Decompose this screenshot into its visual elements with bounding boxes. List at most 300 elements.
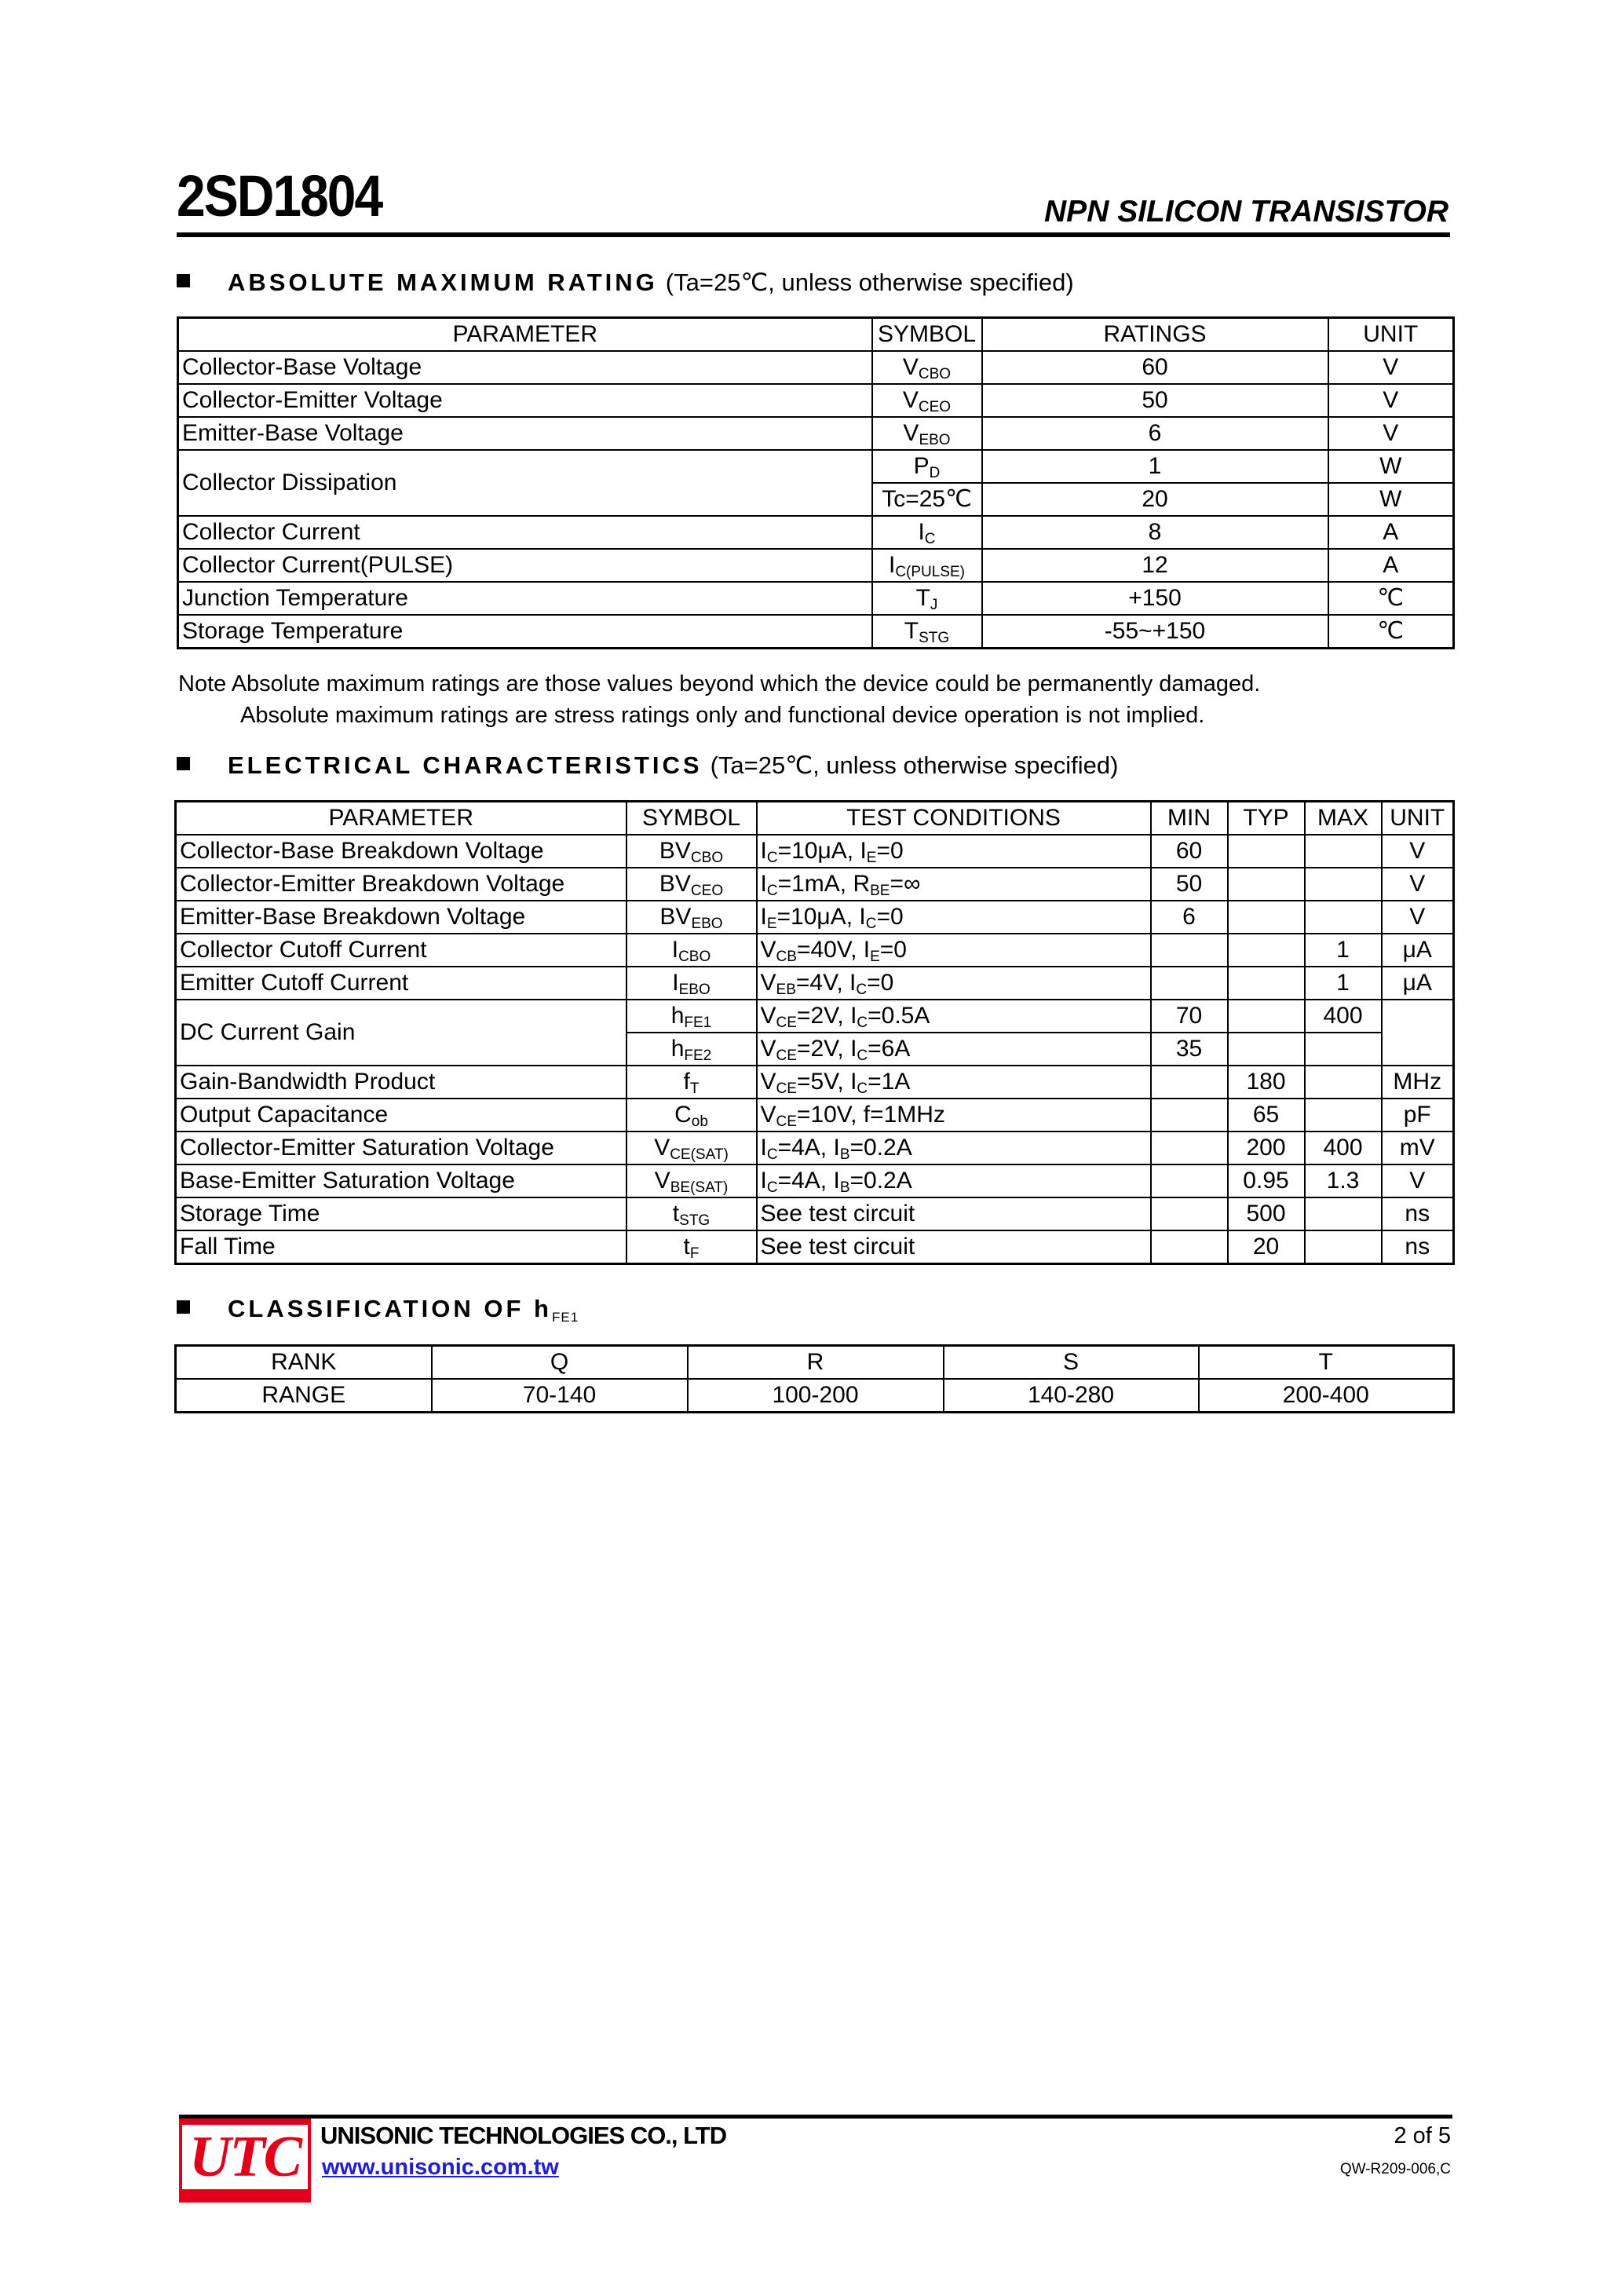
abs-max-table xyxy=(177,316,1455,649)
condition-subscript: C xyxy=(857,1047,868,1064)
test-conditions-cell xyxy=(757,1033,1151,1066)
symbol-cell xyxy=(872,582,982,615)
condition-value: =2V, xyxy=(796,1036,851,1062)
condition-symbol: I xyxy=(833,1168,840,1194)
condition-subscript: E xyxy=(866,850,877,866)
table-row xyxy=(176,934,1454,967)
table-header-row xyxy=(176,802,1454,835)
condition-symbol: I xyxy=(849,970,857,996)
max-cell: 400 xyxy=(1305,1000,1382,1033)
rating-cell: 1 xyxy=(982,450,1328,483)
test-conditions-cell xyxy=(757,1230,1151,1264)
condition-value: =40V, xyxy=(796,937,864,963)
square-bullet-icon xyxy=(177,757,190,770)
condition-value: =1mA, xyxy=(777,871,853,897)
condition-subscript: CE xyxy=(776,1015,797,1031)
symbol-main: V xyxy=(903,420,919,446)
condition-value: =1A xyxy=(868,1069,911,1095)
symbol-cell xyxy=(627,1099,757,1132)
condition-subscript: EB xyxy=(776,982,796,998)
max-cell: 1.3 xyxy=(1305,1164,1382,1197)
parameter-cell: Collector-Emitter Saturation Voltage xyxy=(176,1132,627,1164)
condition-value: =10μA, xyxy=(776,904,860,930)
symbol-cell xyxy=(627,1164,757,1197)
parameter-cell: Junction Temperature xyxy=(178,582,872,615)
parameter-cell: Storage Temperature xyxy=(178,615,872,649)
unit-cell: V xyxy=(1328,351,1454,384)
logo-text: UTC xyxy=(182,2125,308,2189)
condition-subscript: CB xyxy=(776,949,797,965)
column-header: SYMBOL xyxy=(627,802,757,835)
condition-symbol: I xyxy=(760,904,767,930)
condition-value: =0.2A xyxy=(849,1168,912,1194)
parameter-cell: Collector Current(PULSE) xyxy=(178,549,872,582)
unit-cell: W xyxy=(1328,483,1454,516)
symbol-subscript: FE1 xyxy=(684,1015,712,1031)
max-cell: 400 xyxy=(1305,1132,1382,1164)
table-row xyxy=(178,351,1454,384)
symbol-cell xyxy=(872,516,982,549)
rank-label: RANK xyxy=(176,1346,432,1380)
condition-symbol: V xyxy=(760,1036,776,1062)
table-row xyxy=(176,967,1454,1000)
symbol-subscript: F xyxy=(689,1245,700,1262)
section-title: ABSOLUTE MAXIMUM RATING xyxy=(228,269,658,296)
condition-subscript: C xyxy=(766,1146,778,1163)
table-row xyxy=(178,549,1454,582)
symbol-cell xyxy=(627,901,757,934)
section-condition: (Ta=25℃, unless otherwise specified) xyxy=(710,751,1119,779)
max-cell xyxy=(1305,1066,1382,1099)
section-heading-electrical xyxy=(177,751,1118,780)
typ-cell: 20 xyxy=(1228,1230,1305,1264)
test-conditions-cell xyxy=(757,967,1151,1000)
table-row xyxy=(176,1000,1454,1033)
min-cell: 70 xyxy=(1151,1000,1228,1033)
table-row xyxy=(178,417,1454,450)
rank-cell: S xyxy=(944,1346,1199,1380)
max-cell xyxy=(1305,1033,1382,1066)
symbol-subscript: FE2 xyxy=(684,1047,712,1064)
condition-symbol: R xyxy=(853,871,871,897)
device-type: NPN SILICON TRANSISTOR xyxy=(1044,195,1448,229)
table-row xyxy=(178,615,1454,649)
range-label: RANGE xyxy=(176,1379,432,1413)
min-cell xyxy=(1151,1164,1228,1197)
table-row xyxy=(176,868,1454,901)
min-cell xyxy=(1151,1099,1228,1132)
condition-value: =0 xyxy=(876,838,904,864)
symbol-main: I xyxy=(671,937,679,963)
condition-symbol: See test circuit xyxy=(760,1201,915,1227)
symbol-subscript: EBO xyxy=(919,432,951,448)
symbol-main: T xyxy=(915,585,930,611)
table-row xyxy=(176,901,1454,934)
condition-value: =6A xyxy=(868,1036,911,1062)
symbol-cell xyxy=(627,1033,757,1066)
symbol-cell xyxy=(627,967,757,1000)
table-header-row xyxy=(178,318,1454,352)
symbol-cell xyxy=(872,549,982,582)
typ-cell xyxy=(1228,1000,1305,1033)
table-row xyxy=(176,1099,1454,1132)
section-condition: (Ta=25℃, unless otherwise specified) xyxy=(665,269,1074,296)
rating-cell: -55~+150 xyxy=(982,615,1328,649)
condition-symbol: I xyxy=(850,1069,857,1095)
min-cell xyxy=(1151,1132,1228,1164)
classification-table xyxy=(174,1344,1455,1413)
condition-symbol: I xyxy=(833,1135,840,1161)
unit-cell: MHz xyxy=(1382,1066,1454,1099)
symbol-main: h xyxy=(670,1036,685,1062)
min-cell xyxy=(1151,1230,1228,1264)
unit-cell: W xyxy=(1328,450,1454,483)
symbol-cell xyxy=(872,417,982,450)
condition-symbol: I xyxy=(760,871,767,897)
column-header: UNIT xyxy=(1382,802,1454,835)
condition-value: =2V, xyxy=(796,1003,851,1029)
parameter-cell: Collector Current xyxy=(178,516,872,549)
parameter-cell: Emitter Cutoff Current xyxy=(176,967,627,1000)
condition-value: =4A, xyxy=(777,1168,834,1194)
condition-symbol: I xyxy=(760,1135,767,1161)
symbol-main: t xyxy=(672,1201,680,1227)
test-conditions-cell xyxy=(757,1132,1151,1164)
condition-symbol: V xyxy=(760,1003,776,1029)
parameter-cell: Output Capacitance xyxy=(176,1099,627,1132)
test-conditions-cell xyxy=(757,1066,1151,1099)
condition-value: =0.5A xyxy=(868,1003,930,1029)
typ-cell: 65 xyxy=(1228,1099,1305,1132)
condition-symbol: I xyxy=(850,1036,857,1062)
table-row xyxy=(178,450,1454,483)
symbol-main: I xyxy=(918,519,925,545)
typ-cell xyxy=(1228,835,1305,868)
condition-symbol: I xyxy=(863,937,871,963)
max-cell: 1 xyxy=(1305,934,1382,967)
typ-cell xyxy=(1228,901,1305,934)
symbol-main: V xyxy=(902,354,919,380)
symbol-cell xyxy=(627,1197,757,1230)
parameter-cell: Collector Dissipation xyxy=(178,450,872,516)
page-header xyxy=(177,163,1450,237)
symbol-cell xyxy=(872,615,982,649)
condition-symbol: I xyxy=(850,1003,857,1029)
section-title: CLASSIFICATION OF h xyxy=(228,1295,552,1322)
symbol-main: I xyxy=(888,552,896,578)
condition-subscript: C xyxy=(857,1015,868,1031)
parameter-cell: Collector-Emitter Voltage xyxy=(178,384,872,417)
table-row xyxy=(176,835,1454,868)
rating-cell: 6 xyxy=(982,417,1328,450)
note-line-2: Absolute maximum ratings are stress ratings only and functional device operation is not implied. xyxy=(240,703,1205,728)
condition-subscript: E xyxy=(766,916,777,932)
table-row xyxy=(176,1132,1454,1164)
symbol-main: Tc=25℃ xyxy=(882,486,972,512)
max-cell xyxy=(1305,868,1382,901)
symbol-subscript: CE(SAT) xyxy=(670,1146,729,1163)
test-conditions-cell xyxy=(757,901,1151,934)
column-header: UNIT xyxy=(1328,318,1454,352)
unit-cell: pF xyxy=(1382,1099,1454,1132)
condition-subscript: B xyxy=(839,1146,850,1163)
min-cell: 6 xyxy=(1151,901,1228,934)
document-number: QW-R209-006,C xyxy=(1339,2161,1451,2177)
unit-cell: V xyxy=(1328,417,1454,450)
condition-subscript: B xyxy=(839,1179,850,1196)
typ-cell xyxy=(1228,967,1305,1000)
condition-symbol: I xyxy=(760,1168,767,1194)
test-conditions-cell xyxy=(757,868,1151,901)
rating-cell: +150 xyxy=(982,582,1328,615)
rating-cell: 60 xyxy=(982,351,1328,384)
symbol-cell xyxy=(872,384,982,417)
condition-symbol: V xyxy=(760,1102,776,1128)
parameter-cell: Emitter-Base Voltage xyxy=(178,417,872,450)
symbol-main: C xyxy=(674,1102,692,1128)
condition-symbol: V xyxy=(760,937,776,963)
symbol-subscript: CEO xyxy=(918,399,952,415)
symbol-cell xyxy=(872,483,982,516)
typ-cell: 0.95 xyxy=(1228,1164,1305,1197)
symbol-subscript: CBO xyxy=(678,949,711,965)
range-cell: 140-280 xyxy=(944,1379,1199,1413)
condition-subscript: CE xyxy=(776,1113,797,1130)
condition-subscript: CE xyxy=(776,1047,797,1064)
test-conditions-cell xyxy=(757,1164,1151,1197)
square-bullet-icon xyxy=(177,1300,190,1314)
symbol-subscript: C xyxy=(924,531,936,547)
test-conditions-cell xyxy=(757,934,1151,967)
parameter-cell: Storage Time xyxy=(176,1197,627,1230)
condition-value: =0.2A xyxy=(849,1135,912,1161)
range-cell: 70-140 xyxy=(432,1379,688,1413)
symbol-subscript: EBO xyxy=(678,982,711,998)
parameter-cell: Fall Time xyxy=(176,1230,627,1264)
unit-cell: ns xyxy=(1382,1197,1454,1230)
unit-cell: μA xyxy=(1382,967,1454,1000)
typ-cell: 200 xyxy=(1228,1132,1305,1164)
condition-symbol: See test circuit xyxy=(760,1234,915,1260)
unit-cell xyxy=(1382,1000,1454,1066)
condition-subscript: C xyxy=(865,916,877,932)
table-row xyxy=(178,516,1454,549)
note-line-1: Note Absolute maximum ratings are those values beyond which the device could be permanently damaged. xyxy=(178,671,1261,696)
typ-cell: 500 xyxy=(1228,1197,1305,1230)
condition-value: =4A, xyxy=(777,1135,834,1161)
condition-subscript: CE xyxy=(776,1080,797,1097)
symbol-cell xyxy=(627,1000,757,1033)
column-header: TEST CONDITIONS xyxy=(757,802,1151,835)
unit-cell: μA xyxy=(1382,934,1454,967)
column-header: PARAMETER xyxy=(176,802,627,835)
min-cell: 50 xyxy=(1151,868,1228,901)
max-cell xyxy=(1305,1230,1382,1264)
max-cell: 1 xyxy=(1305,967,1382,1000)
range-cell: 100-200 xyxy=(688,1379,944,1413)
condition-value: =0 xyxy=(867,970,894,996)
electrical-characteristics-table xyxy=(174,800,1455,1265)
max-cell xyxy=(1305,835,1382,868)
unit-cell: V xyxy=(1328,384,1454,417)
typ-cell xyxy=(1228,934,1305,967)
test-conditions-cell xyxy=(757,835,1151,868)
part-number: 2SD1804 xyxy=(177,163,382,229)
max-cell xyxy=(1305,1099,1382,1132)
parameter-cell: DC Current Gain xyxy=(176,1000,627,1066)
table-row xyxy=(178,582,1454,615)
symbol-main: f xyxy=(683,1069,690,1095)
min-cell xyxy=(1151,934,1228,967)
symbol-main: P xyxy=(913,453,930,479)
unit-cell: ns xyxy=(1382,1230,1454,1264)
parameter-cell: Emitter-Base Breakdown Voltage xyxy=(176,901,627,934)
unit-cell: mV xyxy=(1382,1132,1454,1164)
symbol-subscript: EBO xyxy=(691,916,723,932)
unit-cell: A xyxy=(1328,516,1454,549)
rank-row xyxy=(176,1346,1454,1380)
test-conditions-cell xyxy=(757,1000,1151,1033)
symbol-subscript: D xyxy=(929,465,941,481)
symbol-main: V xyxy=(654,1168,670,1194)
symbol-cell xyxy=(627,1132,757,1164)
condition-symbol: V xyxy=(760,1069,776,1095)
condition-value: =5V, xyxy=(796,1069,851,1095)
condition-value: =0 xyxy=(879,937,907,963)
condition-value: =0 xyxy=(876,904,904,930)
table-row xyxy=(176,1066,1454,1099)
unit-cell: ℃ xyxy=(1328,582,1454,615)
symbol-cell xyxy=(627,835,757,868)
symbol-subscript: ob xyxy=(691,1113,708,1130)
symbol-cell xyxy=(872,351,982,384)
test-conditions-cell xyxy=(757,1197,1151,1230)
parameter-cell: Gain-Bandwidth Product xyxy=(176,1066,627,1099)
symbol-main: T xyxy=(904,618,919,644)
column-header: MAX xyxy=(1305,802,1382,835)
table-row xyxy=(176,1230,1454,1264)
min-cell: 35 xyxy=(1151,1033,1228,1066)
square-bullet-icon xyxy=(177,274,190,287)
unit-cell: V xyxy=(1382,1164,1454,1197)
symbol-main: BV xyxy=(659,838,691,864)
column-header: MIN xyxy=(1151,802,1228,835)
unit-cell: V xyxy=(1382,868,1454,901)
unit-cell: V xyxy=(1382,901,1454,934)
condition-symbol: V xyxy=(760,970,776,996)
symbol-subscript: J xyxy=(930,597,938,613)
test-conditions-cell xyxy=(757,1099,1151,1132)
min-cell xyxy=(1151,967,1228,1000)
symbol-subscript: CBO xyxy=(918,366,952,382)
column-header: PARAMETER xyxy=(178,318,872,352)
symbol-cell xyxy=(627,934,757,967)
condition-subscript: C xyxy=(766,1179,778,1196)
symbol-subscript: CEO xyxy=(690,883,724,899)
symbol-subscript: CBO xyxy=(690,850,724,866)
rank-cell: Q xyxy=(432,1346,688,1380)
parameter-cell: Collector-Emitter Breakdown Voltage xyxy=(176,868,627,901)
symbol-cell xyxy=(627,1230,757,1264)
unit-cell: A xyxy=(1328,549,1454,582)
rank-cell: T xyxy=(1199,1346,1454,1380)
symbol-cell xyxy=(872,450,982,483)
column-header: TYP xyxy=(1228,802,1305,835)
condition-subscript: C xyxy=(766,850,778,866)
symbol-subscript: STG xyxy=(679,1212,711,1229)
rating-cell: 20 xyxy=(982,483,1328,516)
range-cell: 200-400 xyxy=(1199,1379,1454,1413)
symbol-main: t xyxy=(683,1234,690,1260)
footer-rule xyxy=(179,2115,1452,2119)
max-cell xyxy=(1305,901,1382,934)
rating-cell: 50 xyxy=(982,384,1328,417)
unit-cell: V xyxy=(1382,835,1454,868)
parameter-cell: Collector Cutoff Current xyxy=(176,934,627,967)
condition-symbol: I xyxy=(859,904,866,930)
condition-subscript: C xyxy=(766,883,778,899)
typ-cell xyxy=(1228,868,1305,901)
parameter-cell: Collector-Base Breakdown Voltage xyxy=(176,835,627,868)
parameter-cell: Collector-Base Voltage xyxy=(178,351,872,384)
page-number: 2 of 5 xyxy=(1394,2123,1451,2148)
typ-cell xyxy=(1228,1033,1305,1066)
symbol-subscript: STG xyxy=(919,630,950,646)
rating-cell: 12 xyxy=(982,549,1328,582)
symbol-subscript: C(PULSE) xyxy=(895,564,966,580)
company-name: UNISONIC TECHNOLOGIES CO., LTD xyxy=(320,2122,727,2149)
symbol-main: BV xyxy=(659,871,691,897)
symbol-subscript: T xyxy=(689,1080,700,1097)
unit-cell: ℃ xyxy=(1328,615,1454,649)
condition-subscript: E xyxy=(870,949,880,965)
condition-value: =10V, f=1MHz xyxy=(796,1102,945,1128)
min-cell: 60 xyxy=(1151,835,1228,868)
symbol-subscript: BE(SAT) xyxy=(670,1179,729,1196)
rating-cell: 8 xyxy=(982,516,1328,549)
condition-value: =4V, xyxy=(795,970,850,996)
table-row xyxy=(176,1197,1454,1230)
website-link[interactable]: www.unisonic.com.tw xyxy=(322,2155,559,2180)
min-cell xyxy=(1151,1197,1228,1230)
table-row xyxy=(176,1164,1454,1197)
condition-subscript: C xyxy=(857,1080,868,1097)
symbol-main: BV xyxy=(659,904,692,930)
symbol-main: I xyxy=(672,970,679,996)
section-title-subscript: FE1 xyxy=(551,1310,579,1325)
symbol-cell xyxy=(627,868,757,901)
condition-value: =∞ xyxy=(890,871,921,897)
section-title: ELECTRICAL CHARACTERISTICS xyxy=(228,751,703,779)
utc-logo xyxy=(179,2119,311,2203)
parameter-cell: Base-Emitter Saturation Voltage xyxy=(176,1164,627,1197)
condition-subscript: C xyxy=(856,982,868,998)
condition-symbol: I xyxy=(860,838,867,864)
max-cell xyxy=(1305,1197,1382,1230)
min-cell xyxy=(1151,1066,1228,1099)
column-header: SYMBOL xyxy=(872,318,982,352)
symbol-main: h xyxy=(670,1003,685,1029)
rank-cell: R xyxy=(688,1346,944,1380)
table-row xyxy=(178,384,1454,417)
condition-value: =10μA, xyxy=(777,838,860,864)
section-heading-abs-max xyxy=(177,269,1074,297)
symbol-main: V xyxy=(902,387,919,413)
typ-cell: 180 xyxy=(1228,1066,1305,1099)
range-row xyxy=(176,1379,1454,1413)
condition-symbol: I xyxy=(760,838,767,864)
condition-subscript: BE xyxy=(870,883,890,899)
